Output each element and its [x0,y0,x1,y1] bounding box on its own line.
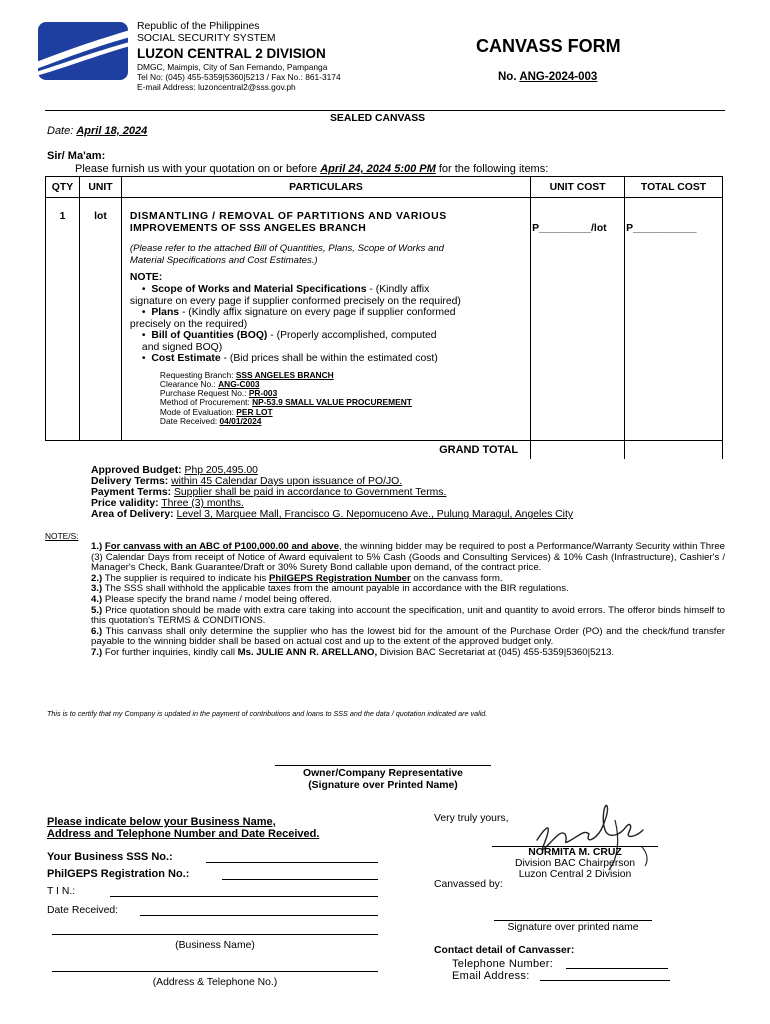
grand-total-label: GRAND TOTAL [46,441,531,459]
grand-total-row [46,441,723,459]
header-email: E-mail Address: luzoncentral2@sss.gov.ph [137,82,296,92]
owner-label: Owner/Company Representative [303,768,463,779]
note-1-rest: - (Kindly affix [366,284,430,295]
business-heading-2: Address and Telephone Number and Date Received. [47,828,320,840]
date-label: Date: [47,125,74,137]
note-bold: For canvass with an ABC of P100,000.00 and above [104,541,339,552]
sss-label: Your Business SSS No.: [47,851,173,863]
header-unit-cost: UNIT COST [531,177,625,198]
header-line1: Republic of the Philippines [137,21,260,32]
note-item-7 [91,648,725,659]
term-label: Approved Budget: [91,465,182,476]
note-text: , the winning bidder may be required to post a Performance/Warranty Security within Three (3) Calendar Days from receipt of Notice of Award equivalent to 5% Cash (Goods and Consulting Services) & 10% Cash (Infrastructure), Cashier's / Manager's Check, Bank Guarantee/Draft or 30% Surety Bond callable upon demand, of the contract price. [91,541,725,574]
info-label: Purchase Request No.: [159,388,247,399]
term-payment [91,487,573,498]
note-num: 6.) [91,625,103,637]
header-address: DMGC, Maimpis, City of San Fernando, Pampanga [137,62,328,72]
row-particulars [121,198,530,441]
note-text-end: Division BAC Secretariat at (045) 455-5359|5360|5213. [377,646,615,658]
term-area-delivery [91,509,573,520]
note-item-5 [91,606,725,627]
note-text: The supplier is required to indicate his [102,572,269,584]
chairperson-title: Division BAC Chairperson [514,858,636,869]
certify-text: This is to certify that my Company is updated in the payment of contributions and loans to SSS and the data / quotation indicated are valid. [47,709,488,718]
row-unit-cost: P_________/lot [531,198,625,441]
sss-input[interactable] [206,862,378,863]
item-refer-1: (Please refer to the attached Bill of Quantities, Plans, Scope of Works and [129,243,445,254]
business-address-caption: (Address & Telephone No.) [152,977,278,988]
tin-input[interactable] [110,896,378,897]
grand-total-value [625,441,723,459]
info-label: Clearance No.: [159,378,216,389]
canvasser-signature-line[interactable] [494,920,652,921]
owner-signature-line [275,765,491,766]
info-label: Method of Procurement: [159,397,250,408]
item-note-1: • Scope of Works and Material Specifications - (Kindly affix signature on every page if supplier conformed precisely on the required) • Plans - (Kindly affix signature on every page if supplier conformed precisely on the required) • Bill of Quantities (BOQ) - (Properly accomplished, computed and signed BOQ) • Cost Estimate - (Bid prices shall be within the estimated cost) [130,284,526,365]
date-line [47,125,147,137]
row-qty: 1 [46,198,80,441]
philgeps-input[interactable] [222,879,378,880]
date-value: April 18, 2024 [76,125,148,137]
email-input[interactable] [540,980,670,981]
canvassed-by: Canvassed by: [434,879,503,890]
sealed-canvass: SEALED CANVASS [330,113,426,124]
info-label: Mode of Evaluation: [159,406,234,417]
term-label: Price validity: [91,498,159,509]
sss-logo [38,22,128,80]
note-num: 1.) [91,541,103,552]
term-label: Delivery Terms: [91,476,169,487]
note-2-rest: - (Kindly affix signature on every page if supplier conformed [179,307,456,318]
table-row [46,198,723,441]
header-qty: QTY [46,177,80,198]
intro-after: for the following items: [438,163,549,175]
note-3-rest: - (Properly accomplished, computed [267,330,437,341]
term-value: within 45 Calendar Days upon issuance of PO/JO. [171,476,403,487]
header-total-cost: TOTAL COST [625,177,723,198]
terms-block [91,465,573,520]
term-value: Level 3, Marquee Mall, Francisco G. Nepomuceno Ave., Pulung Maragul, Angeles City [176,509,574,520]
intro-deadline: April 24, 2024 5:00 PM [320,163,436,175]
chairperson-division: Luzon Central 2 Division [518,869,632,880]
note-2-cont: precisely on the required) [129,318,248,330]
note-num: 7.) [91,646,103,658]
note-item-6 [91,627,725,648]
note-num: 3.) [91,583,103,595]
note-text: Please specify the brand name / model being offered. [102,593,332,605]
info-value: ANG-C003 [218,378,260,389]
notes-list [91,542,725,659]
salutation: Sir/ Ma'am: [47,150,106,162]
item-title-2: IMPROVEMENTS OF SSS ANGELES BRANCH [129,223,367,234]
note-text: Price quotation should be made with extra care taking into account the specification, unit and quantity to avoid errors. The offeror binds himself to this quotation's TERMS & CONDITIONS. [91,604,725,627]
header-unit: UNIT [79,177,121,198]
item-note-label: NOTE: [129,272,163,283]
header-particulars: PARTICULARS [121,177,530,198]
form-title: CANVASS FORM [476,36,621,56]
philgeps-label: PhilGEPS Registration No.: [47,868,190,880]
email-label: Email Address: [452,970,530,982]
note-4-rest: - (Bid prices shall be within the estimated cost) [220,353,438,364]
info-value: 04/01/2024 [219,415,262,426]
note-num: 2.) [91,572,103,584]
info-value: PER LOT [236,406,273,417]
term-value: Three (3) months. [161,498,244,509]
note-4-title: Cost Estimate [151,353,221,364]
note-num: 5.) [91,604,103,616]
note-3-cont: and signed BOQ) [141,341,223,353]
division-name: LUZON CENTRAL 2 DIVISION [137,46,326,61]
contact-heading: Contact detail of Canvasser: [434,945,575,956]
term-approved-budget [91,465,573,476]
term-label: Area of Delivery: [91,509,174,520]
note-1-title: Scope of Works and Material Specifications [151,284,367,295]
term-value: Php 205,495.00 [184,465,258,476]
sss-logo-icon [38,22,128,80]
intro-text [75,163,548,175]
term-delivery [91,476,573,487]
business-name-caption: (Business Name) [175,940,255,951]
table-header-row [46,177,723,198]
term-value: Supplier shall be paid in accordance to Government Terms. [173,487,447,498]
header-line2: SOCIAL SECURITY SYSTEM [137,33,276,44]
business-address-input[interactable] [52,971,378,972]
info-row [160,417,526,426]
owner-caption: (Signature over Printed Name) [308,780,458,791]
note-3-title: Bill of Quantities (BOQ) [151,330,268,341]
telephone-label: Telephone Number: [452,958,554,970]
telephone-input[interactable] [566,968,668,969]
note-bold: PhilGEPS Registration Number [268,572,411,584]
business-heading-1: Please indicate below your Business Name, [47,816,276,828]
note-1-cont: signature on every page if supplier conformed precisely on the required) [129,295,461,307]
form-number-value: ANG-2024-003 [519,71,598,83]
info-value: PR-003 [248,388,278,399]
note-item-1 [91,542,725,574]
note-text: The SSS shall withhold the applicable taxes from the amount payable in accordance with the BIR regulations. [102,583,569,595]
tin-label: T I N.: [47,886,76,897]
note-num: 4.) [91,593,103,605]
intro-before: Please furnish us with your quotation on or before [75,163,318,175]
date-received-label: Date Received: [47,905,119,916]
header-divider [45,110,725,111]
form-number-label: No. [498,71,517,83]
info-value: NP-53.9 SMALL VALUE PROCUREMENT [252,397,412,408]
header-tel: Tel No: (045) 455-5359|5360|5213 / Fax No.: 861-3174 [137,72,341,82]
row-unit: lot [79,198,121,441]
note-bold: Ms. JULIE ANN R. ARELLANO, [237,646,378,658]
note-text: For further inquiries, kindly call [102,646,238,658]
request-info [130,371,526,427]
term-price-validity [91,498,573,509]
date-received-input[interactable] [140,915,378,916]
items-table [45,176,723,459]
very-truly-yours: Very truly yours, [434,813,509,824]
notes-label: NOTE/S: [45,531,79,541]
note-text: This canvass shall only determine the supplier who has the lowest bid for the amount of the Purchase Order (PO) and the check/fund transfer payable to the winning bidder shall be based on actual cost and up to the extent of the approved budget only. [91,625,725,648]
note-2-title: Plans [151,307,180,318]
info-label: Date Received: [159,415,218,426]
note-text-end: on the canvass form. [410,572,503,584]
form-number [498,71,597,83]
chairperson-name: NORMITA M. CRUZ [528,847,622,858]
row-total-cost: P___________ [625,198,723,441]
grand-total-unit-cost [531,441,625,459]
canvasser-signature-caption: Signature over printed name [507,922,639,933]
info-value: SSS ANGELES BRANCH [235,369,334,380]
business-name-input[interactable] [52,934,378,935]
item-title-1: DISMANTLING / REMOVAL OF PARTITIONS AND VARIOUS [129,211,447,222]
item-refer-2: Material Specifications and Cost Estimates.) [129,254,318,266]
info-label: Requesting Branch: [159,369,234,380]
term-label: Payment Terms: [91,487,172,498]
